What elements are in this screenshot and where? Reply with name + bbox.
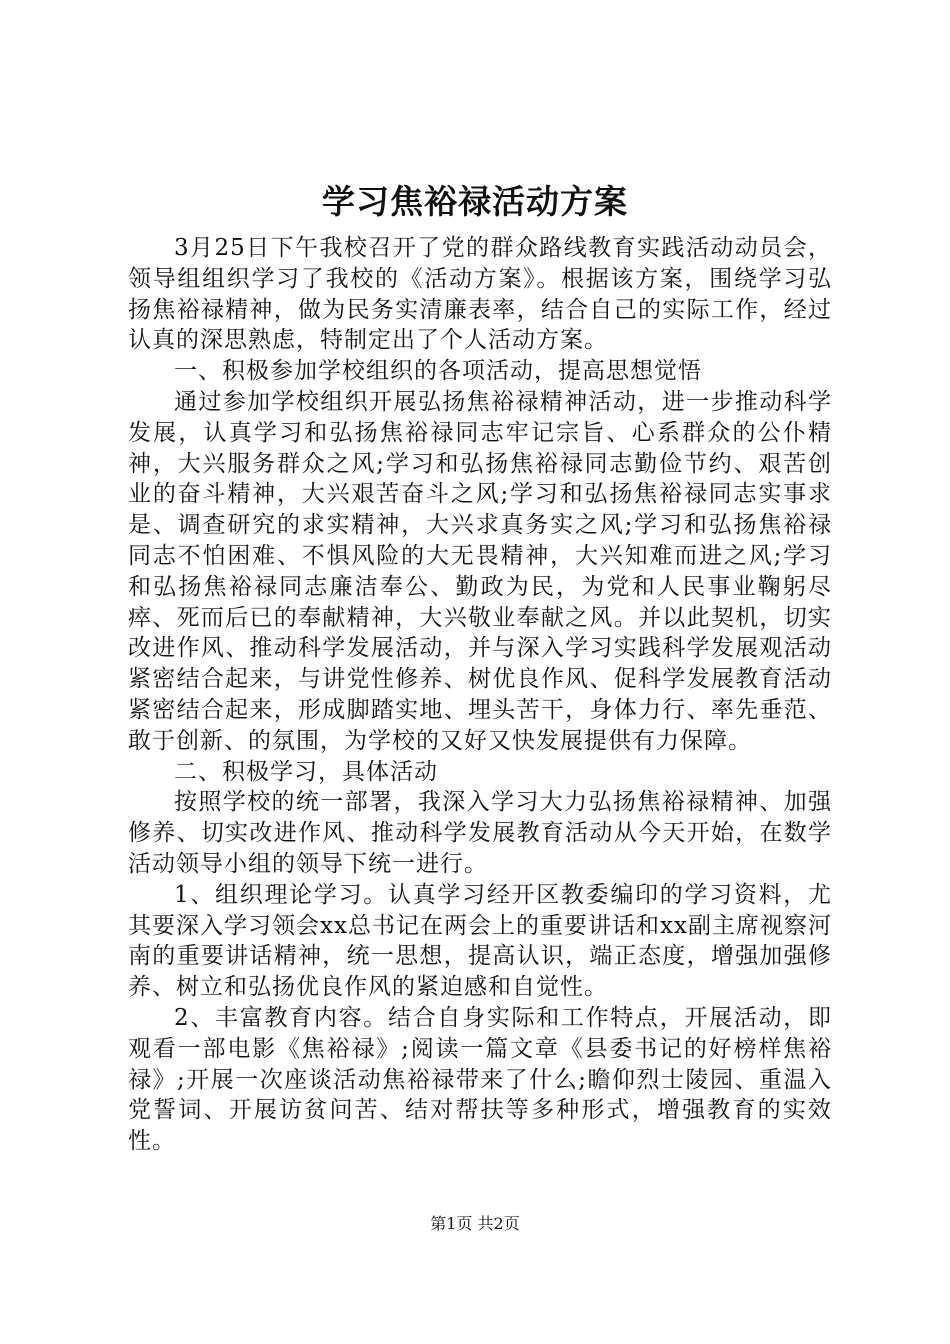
section-heading: 二、积极学习，具体活动 — [174, 758, 438, 785]
page-number-footer: 第1页 共2页 — [430, 1214, 520, 1233]
paragraph: 3月25日下午我校召开了党的群众路线教育实践活动动员会，领导组组织学习了我校的《活动方案》。根据该方案，围绕学习弘扬焦裕禄精神，做为民务实清廉表率，结合自己的实际工作，经过认真的深思熟虑，特制定出了个人活动方案。 — [128, 235, 832, 354]
document-title: 学习焦裕禄活动方案 — [322, 182, 628, 221]
paragraph: 2、丰富教育内容。结合自身实际和工作特点，开展活动，即观看一部电影《焦裕禄》;阅读一篇文章《县委书记的好榜样焦裕禄》;开展一次座谈活动焦裕禄带来了什么;瞻仰烈士陵园、重温入党誓词、开展访贫问苦、结对帮扶等多种形式，增强教育的实效性。 — [128, 1004, 832, 1155]
document-body — [128, 233, 832, 1157]
paragraph: 通过参加学校组织开展弘扬焦裕禄精神活动，进一步推动科学发展，认真学习和弘扬焦裕禄同志牢记宗旨、心系群众的公仆精神，大兴服务群众之风;学习和弘扬焦裕禄同志勤俭节约、艰苦创业的奋斗精神，大兴艰苦奋斗之风;学习和弘扬焦裕禄同志实事求是、调查研究的求实精神，大兴求真务实之风;学习和弘扬焦裕禄同志不怕困难、不惧风险的大无畏精神，大兴知难而进之风;学习和弘扬焦裕禄同志廉洁奉公、勤政为民，为党和人民事业鞠躬尽瘁、死而后已的奉献精神，大兴敬业奉献之风。并以此契机，切实改进作风、推动科学发展活动，并与深入学习实践科学发展观活动紧密结合起来，与讲党性修养、树优良作风、促科学发展教育活动紧密结合起来，形成脚踏实地、埋头苦干，身体力行、率先垂范、敢于创新、的氛围，为学校的又好又快发展提供有力保障。 — [128, 388, 832, 754]
section-heading: 一、积极参加学校组织的各项活动，提高思想觉悟 — [174, 358, 702, 385]
paragraph: 按照学校的统一部署，我深入学习大力弘扬焦裕禄精神、加强修养、切实改进作风、推动科学发展教育活动从今天开始，在数学活动领导小组的领导下统一进行。 — [128, 789, 832, 877]
paragraph: 1、组织理论学习。认真学习经开区教委编印的学习资料，尤其要深入学习领会xx总书记在两会上的重要讲话和xx副主席视察河南的重要讲话精神，统一思想，提高认识，端正态度，增强加强修养、树立和弘扬优良作风的紧迫感和自觉性。 — [128, 881, 832, 1001]
